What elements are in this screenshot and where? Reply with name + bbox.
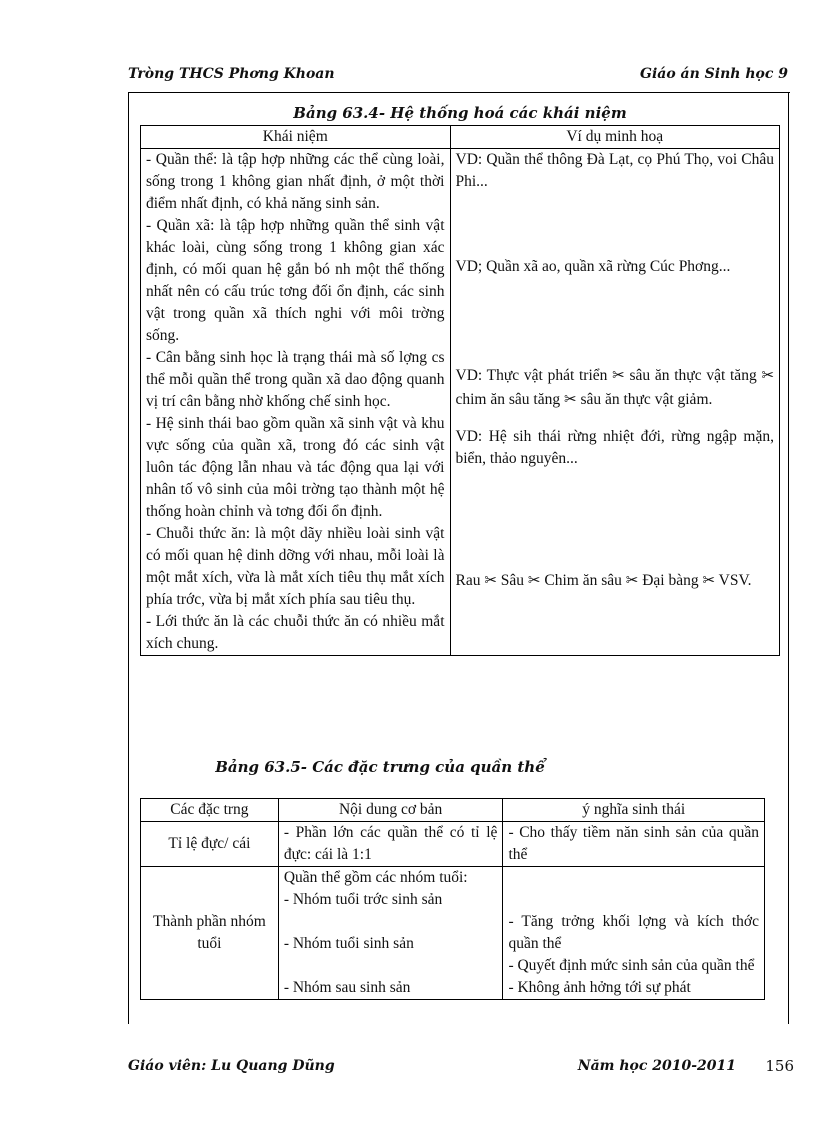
arrow-icon: ✂ xyxy=(612,368,625,384)
concept-community: - Quần xã: là tập hợp những quần thể sinh vật khác loài, cùng sống trong 1 không gian xác định, có mối quan hệ gắn bó nh một thể thống nhất nên có cấu trúc tơng đối ổn định, các sinh vật trong quần xã thích nghi với môi trờng sống. xyxy=(146,217,445,344)
examples-cell xyxy=(450,149,780,656)
arrow-icon: ✂ xyxy=(702,573,716,589)
example-ecosystem: VD: Hệ sih thái rừng nhiệt đới, rừng ngập mặn, biển, thảo nguyên... xyxy=(455,428,774,467)
example-community: VD; Quần xã ao, quần xã rừng Cúc Phơng... xyxy=(455,258,731,275)
frame-left-border xyxy=(128,92,129,1024)
concept-food-web: - Lới thức ăn là các chuỗi thức ăn có nhiều mắt xích chung. xyxy=(146,613,445,652)
column-header-content: Nội dung cơ bản xyxy=(278,799,503,822)
column-header-concept: Khái niệm xyxy=(141,126,451,149)
header-school: Tròng THCS Phơng Khoan xyxy=(128,66,335,82)
meaning-sex-ratio: - Cho thấy tiềm năn sinh sản của quần thể xyxy=(503,822,765,867)
table2-caption: Bảng 63.5- Các đặc trưng của quần thể xyxy=(215,758,545,776)
arrow-icon: ✂ xyxy=(761,368,775,384)
meaning-age-groups: - Tăng trởng khối lợng và kích thớc quần thể - Quyết định mức sinh sản của quần thể - Không ảnh hởng tới sự phát xyxy=(503,867,765,1000)
concept-biological-balance: - Cân bằng sinh học là trạng thái mà số lợng cs thể mỗi quần thể trong quần xã dao động quanh vị trí cân bằng nhờ khống chế sinh học. xyxy=(146,349,445,410)
header-subject: Giáo án Sinh học 9 xyxy=(640,66,788,82)
frame-right-border xyxy=(788,92,789,1024)
table-header-row xyxy=(141,126,780,149)
concept-population: - Quần thể: là tập hợp những các thể cùng loài, sống trong 1 không gian nhất định, ở một thời điểm nhất định, có khả năng sinh sản. xyxy=(146,151,445,212)
concept-ecosystem: - Hệ sinh thái bao gồm quần xã sinh vật và khu vực sống của quần xã, trong đó các sinh vật luôn tác động lẫn nhau và tác động qua lại với nhân tố vô sinh của môi trờng tạo thành một hệ thống hoàn chỉnh và tơng đối ổn định. xyxy=(146,415,445,520)
trait-sex-ratio: Tỉ lệ đực/ cái xyxy=(141,822,279,867)
arrow-icon: ✂ xyxy=(563,392,577,408)
example-balance: VD: Thực vật phát triển ✂ sâu ăn thực vật tăng ✂ chim ăn sâu tăng ✂ sâu ăn thực vật giảm. xyxy=(455,367,775,408)
table-header-row xyxy=(141,799,765,822)
content-sex-ratio: - Phần lớn các quần thể có tỉ lệ đực: cái là 1:1 xyxy=(278,822,503,867)
footer-school-year: Năm học 2010-2011 xyxy=(577,1058,736,1074)
table-row xyxy=(141,867,765,1000)
concept-food-chain: - Chuỗi thức ăn: là một dãy nhiều loài sinh vật có mối quan hệ dinh dỡng với nhau, mỗi loài là một mắt xích, vừa là mắt xích tiêu thụ mắt xích phía trớc, vừa bị mắt xích phía sau tiêu thụ. xyxy=(146,525,445,608)
page-number: 156 xyxy=(765,1057,794,1075)
concepts-cell xyxy=(141,149,451,656)
column-header-trait: Các đặc trng xyxy=(141,799,279,822)
arrow-icon: ✂ xyxy=(484,573,497,589)
table1-caption: Bảng 63.4- Hệ thống hoá các khái niệm xyxy=(293,104,627,122)
table-row xyxy=(141,822,765,867)
arrow-icon: ✂ xyxy=(625,573,639,589)
example-food-chain: Rau ✂ Sâu ✂ Chim ăn sâu ✂ Đại bàng ✂ VSV. xyxy=(455,572,752,589)
population-traits-table xyxy=(140,798,765,1000)
footer-teacher: Giáo viên: Lu Quang Dũng xyxy=(128,1058,335,1074)
example-population: VD: Quần thể thông Đà Lạt, cọ Phú Thọ, voi Châu Phi... xyxy=(455,151,774,190)
arrow-icon: ✂ xyxy=(527,573,541,589)
column-header-meaning: ý nghĩa sinh thái xyxy=(503,799,765,822)
header-rule xyxy=(128,92,790,93)
trait-age-groups: Thành phần nhóm tuổi xyxy=(141,867,279,1000)
table-row xyxy=(141,149,780,656)
column-header-example: Ví dụ minh hoạ xyxy=(450,126,780,149)
concepts-table xyxy=(140,125,780,656)
content-age-groups: Quần thể gồm các nhóm tuổi: - Nhóm tuổi trớc sinh sản - Nhóm tuổi sinh sản - Nhóm sau sinh sản xyxy=(278,867,503,1000)
